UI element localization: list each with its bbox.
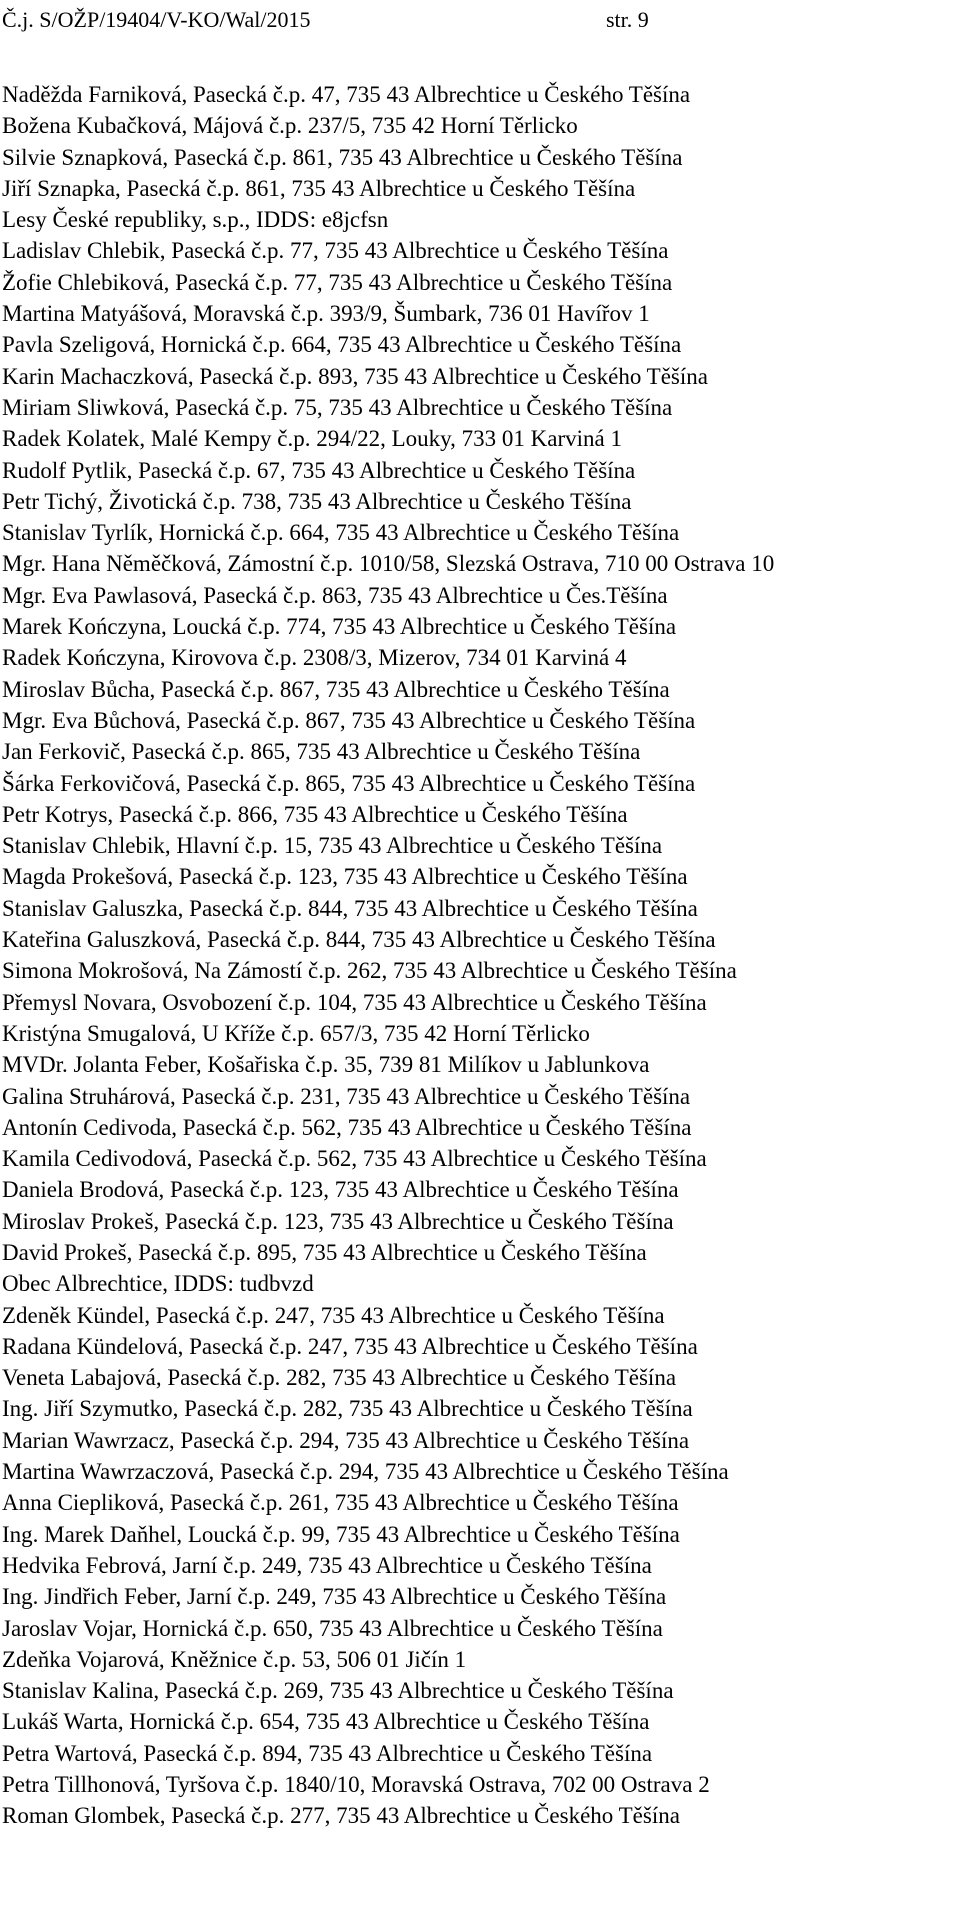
recipient-entry: Antonín Cedivoda, Pasecká č.p. 562, 735 43 Albrechtice u Českého Těšína xyxy=(2,1114,692,1140)
recipient-entry: Galina Struhárová, Pasecká č.p. 231, 735 43 Albrechtice u Českého Těšína xyxy=(2,1083,691,1109)
recipient-entry: David Prokeš, Pasecká č.p. 895, 735 43 Albrechtice u Českého Těšína xyxy=(2,1239,647,1265)
recipient-entry: Marian Wawrzacz, Pasecká č.p. 294, 735 43 Albrechtice u Českého Těšína xyxy=(2,1427,690,1453)
recipient-entry: Stanislav Chlebik, Hlavní č.p. 15, 735 43 Albrechtice u Českého Těšína xyxy=(2,833,663,859)
recipient-entry: Radana Kündelová, Pasecká č.p. 247, 735 43 Albrechtice u Českého Těšína xyxy=(2,1333,698,1359)
recipient-entry: Stanislav Galuszka, Pasecká č.p. 844, 735 43 Albrechtice u Českého Těšína xyxy=(2,895,698,921)
recipient-entry: Mgr. Eva Bůchová, Pasecká č.p. 867, 735 43 Albrechtice u Českého Těšína xyxy=(2,707,696,733)
recipient-entry: Mgr. Hana Něměčková, Zámostní č.p. 1010/58, Slezská Ostrava, 710 00 Ostrava 10 xyxy=(2,551,775,577)
recipient-entry: Ing. Jiří Szymutko, Pasecká č.p. 282, 735 43 Albrechtice u Českého Těšína xyxy=(2,1396,693,1422)
recipient-entry: Petr Kotrys, Pasecká č.p. 866, 735 43 Albrechtice u Českého Těšína xyxy=(2,801,628,827)
recipient-entry: Rudolf Pytlik, Pasecká č.p. 67, 735 43 Albrechtice u Českého Těšína xyxy=(2,457,636,483)
recipient-entry: Kamila Cedivodová, Pasecká č.p. 562, 735 43 Albrechtice u Českého Těšína xyxy=(2,1146,707,1172)
recipient-entry: Roman Glombek, Pasecká č.p. 277, 735 43 Albrechtice u Českého Těšína xyxy=(2,1803,680,1829)
recipient-entry: Simona Mokrošová, Na Zámostí č.p. 262, 735 43 Albrechtice u Českého Těšína xyxy=(2,958,737,984)
recipient-entry: Zdeňka Vojarová, Kněžnice č.p. 53, 506 01 Jičín 1 xyxy=(2,1646,467,1672)
recipient-entry: Ing. Marek Daňhel, Loucká č.p. 99, 735 43 Albrechtice u Českého Těšína xyxy=(2,1521,680,1547)
recipient-entry: Jaroslav Vojar, Hornická č.p. 650, 735 43 Albrechtice u Českého Těšína xyxy=(2,1615,663,1641)
recipient-entry: Miroslav Prokeš, Pasecká č.p. 123, 735 43 Albrechtice u Českého Těšína xyxy=(2,1208,674,1234)
recipient-entry: Radek Kolatek, Malé Kempy č.p. 294/22, Louky, 733 01 Karviná 1 xyxy=(2,426,623,452)
page-number: str. 9 xyxy=(606,7,649,32)
recipient-entry: Ladislav Chlebik, Pasecká č.p. 77, 735 43 Albrechtice u Českého Těšína xyxy=(2,238,669,264)
recipient-entry: Lukáš Warta, Hornická č.p. 654, 735 43 Albrechtice u Českého Těšína xyxy=(2,1709,650,1735)
recipient-entry: Magda Prokešová, Pasecká č.p. 123, 735 43 Albrechtice u Českého Těšína xyxy=(2,864,688,890)
recipient-entry: Petra Tillhonová, Tyršova č.p. 1840/10, Moravská Ostrava, 702 00 Ostrava 2 xyxy=(2,1772,710,1798)
recipient-entry: Stanislav Kalina, Pasecká č.p. 269, 735 43 Albrechtice u Českého Těšína xyxy=(2,1678,674,1704)
recipient-entry: Daniela Brodová, Pasecká č.p. 123, 735 43 Albrechtice u Českého Těšína xyxy=(2,1177,679,1203)
recipient-entry: Veneta Labajová, Pasecká č.p. 282, 735 43 Albrechtice u Českého Těšína xyxy=(2,1365,677,1391)
recipient-entry: Martina Matyášová, Moravská č.p. 393/9, Šumbark, 736 01 Havířov 1 xyxy=(2,301,650,327)
recipient-entry: Lesy České republiky, s.p., IDDS: e8jcfsn xyxy=(2,207,389,233)
recipient-entry: Mgr. Eva Pawlasová, Pasecká č.p. 863, 735 43 Albrechtice u Čes.Těšína xyxy=(2,582,668,608)
recipient-entry: Anna Ciepliková, Pasecká č.p. 261, 735 43 Albrechtice u Českého Těšína xyxy=(2,1490,679,1516)
recipient-entry: Jan Ferkovič, Pasecká č.p. 865, 735 43 Albrechtice u Českého Těšína xyxy=(2,739,641,765)
recipient-entry: Petr Tichý, Životická č.p. 738, 735 43 Albrechtice u Českého Těšína xyxy=(2,488,632,514)
recipient-entry: Hedvika Febrová, Jarní č.p. 249, 735 43 Albrechtice u Českého Těšína xyxy=(2,1552,652,1578)
page-header xyxy=(0,4,960,36)
reference-number: Č.j. S/OŽP/19404/V-KO/Wal/2015 xyxy=(2,7,311,32)
recipient-entry: Pavla Szeligová, Hornická č.p. 664, 735 43 Albrechtice u Českého Těšína xyxy=(2,332,682,358)
recipient-list xyxy=(0,79,960,1832)
recipient-entry: Miriam Sliwková, Pasecká č.p. 75, 735 43 Albrechtice u Českého Těšína xyxy=(2,394,673,420)
recipient-entry: Martina Wawrzaczová, Pasecká č.p. 294, 735 43 Albrechtice u Českého Těšína xyxy=(2,1459,729,1485)
recipient-entry: Marek Kończyna, Loucká č.p. 774, 735 43 Albrechtice u Českého Těšína xyxy=(2,614,677,640)
recipient-entry: Stanislav Tyrlík, Hornická č.p. 664, 735 43 Albrechtice u Českého Těšína xyxy=(2,520,680,546)
recipient-entry: Petra Wartová, Pasecká č.p. 894, 735 43 Albrechtice u Českého Těšína xyxy=(2,1740,653,1766)
recipient-entry: Miroslav Bůcha, Pasecká č.p. 867, 735 43 Albrechtice u Českého Těšína xyxy=(2,676,670,702)
recipient-entry: Ing. Jindřich Feber, Jarní č.p. 249, 735 43 Albrechtice u Českého Těšína xyxy=(2,1584,667,1610)
recipient-entry: Božena Kubačková, Májová č.p. 237/5, 735 42 Horní Těrlicko xyxy=(2,113,578,139)
recipient-entry: Radek Kończyna, Kirovova č.p. 2308/3, Mizerov, 734 01 Karviná 4 xyxy=(2,645,627,671)
recipient-entry: Kristýna Smugalová, U Kříže č.p. 657/3, 735 42 Horní Těrlicko xyxy=(2,1020,590,1046)
recipient-entry: Zdeněk Kündel, Pasecká č.p. 247, 735 43 Albrechtice u Českého Těšína xyxy=(2,1302,665,1328)
recipient-entry: Obec Albrechtice, IDDS: tudbvzd xyxy=(2,1271,314,1297)
recipient-entry: MVDr. Jolanta Feber, Košařiska č.p. 35, 739 81 Milíkov u Jablunkova xyxy=(2,1052,650,1078)
recipient-entry: Přemysl Novara, Osvobození č.p. 104, 735 43 Albrechtice u Českého Těšína xyxy=(2,989,707,1015)
recipient-entry: Žofie Chlebiková, Pasecká č.p. 77, 735 43 Albrechtice u Českého Těšína xyxy=(2,269,673,295)
recipient-entry: Jiří Sznapka, Pasecká č.p. 861, 735 43 Albrechtice u Českého Těšína xyxy=(2,175,636,201)
recipient-entry: Naděžda Farniková, Pasecká č.p. 47, 735 43 Albrechtice u Českého Těšína xyxy=(2,82,691,107)
recipient-entry: Kateřina Galuszková, Pasecká č.p. 844, 735 43 Albrechtice u Českého Těšína xyxy=(2,927,716,953)
recipient-entry: Silvie Sznapková, Pasecká č.p. 861, 735 43 Albrechtice u Českého Těšína xyxy=(2,144,683,170)
recipient-entry: Karin Machaczková, Pasecká č.p. 893, 735 43 Albrechtice u Českého Těšína xyxy=(2,363,708,389)
recipient-entry: Šárka Ferkovičová, Pasecká č.p. 865, 735 43 Albrechtice u Českého Těšína xyxy=(2,770,696,796)
